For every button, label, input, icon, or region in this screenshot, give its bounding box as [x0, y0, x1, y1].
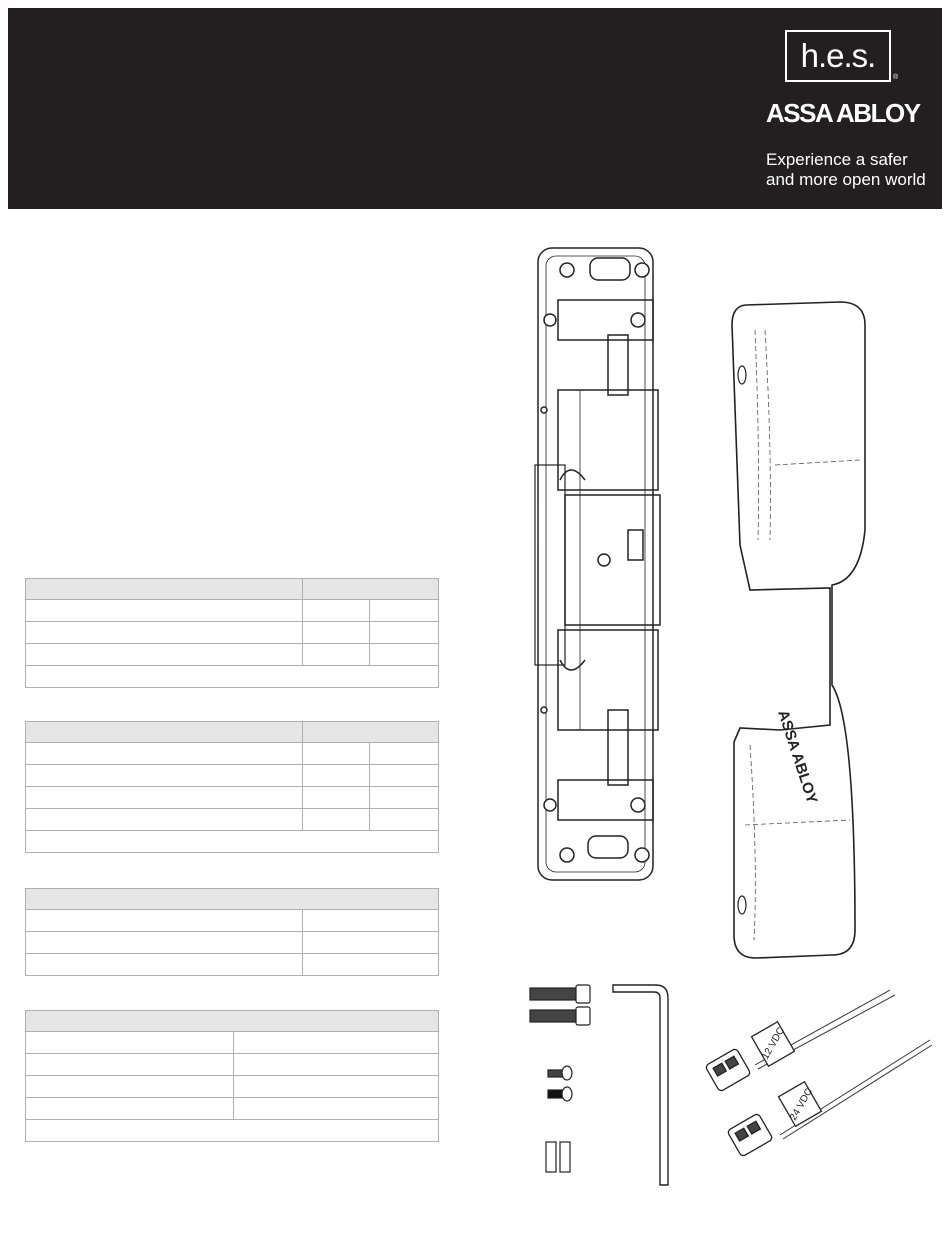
- table-row: [26, 600, 439, 622]
- spec-table-2: [25, 721, 439, 853]
- spec-table-3: [25, 888, 439, 976]
- cover-brand-text: ASSA ABLOY: [774, 707, 821, 806]
- mounting-screws-illustration: [522, 982, 597, 1182]
- table-header-row: [26, 889, 439, 910]
- table-row: [26, 910, 439, 932]
- table-row: [26, 1076, 439, 1098]
- table-row: [26, 1054, 439, 1076]
- tagline-line-1: Experience a safer: [766, 150, 908, 169]
- wire-label-24vdc: 24 VDC: [788, 1086, 816, 1123]
- table-row: [26, 831, 439, 853]
- tagline: [766, 150, 936, 190]
- table-row: [26, 787, 439, 809]
- assa-abloy-wordmark: ASSA ABLOY: [766, 98, 920, 128]
- table-row: [26, 932, 439, 954]
- table-row: [26, 666, 439, 688]
- table-row: [26, 954, 439, 976]
- table-header-row: [26, 1011, 439, 1032]
- table-row: [26, 644, 439, 666]
- table-row: [26, 809, 439, 831]
- table-row: [26, 1032, 439, 1054]
- table-row: [26, 765, 439, 787]
- registered-mark: ®: [893, 74, 899, 81]
- table-row: [26, 743, 439, 765]
- tagline-line-2: and more open world: [766, 170, 926, 189]
- table-header-row: [26, 579, 439, 600]
- hes-logo: [785, 30, 891, 82]
- wire-label-12vdc: 12 VDC: [760, 1025, 788, 1062]
- table-row: [26, 1098, 439, 1120]
- hex-key-illustration: [608, 980, 678, 1190]
- strike-body-illustration: [520, 240, 670, 890]
- spec-table-4: [25, 1010, 439, 1142]
- table-header-row: [26, 722, 439, 743]
- table-row: [26, 622, 439, 644]
- spec-table-1: [25, 578, 439, 688]
- wire-harness-illustration: [700, 985, 935, 1160]
- hes-logo-text: h.e.s.: [800, 37, 876, 74]
- cover-illustration: [720, 300, 880, 960]
- table-row: [26, 1120, 439, 1142]
